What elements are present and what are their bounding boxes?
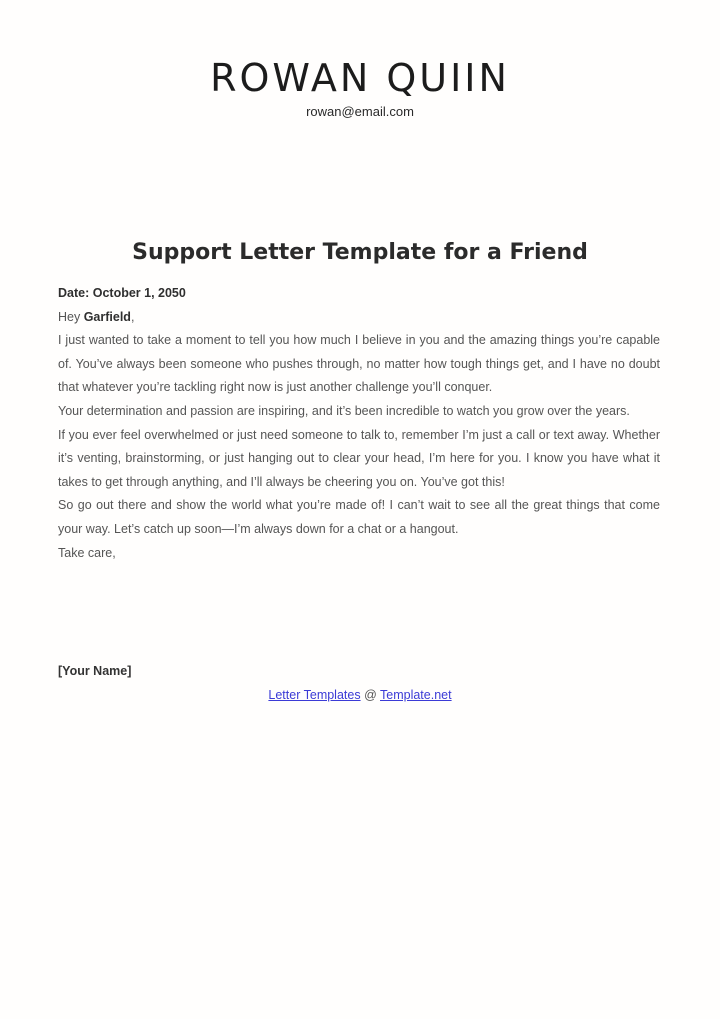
letter-body: [58, 282, 660, 565]
document-title: Support Letter Template for a Friend: [132, 240, 588, 265]
sender-name: ROWAN QUIIN: [210, 56, 510, 100]
paragraph-4: So go out there and show the world what you’re made of! I can’t wait to see all the great things that come your way. Let’s catch up soon—I’m always down for a chat or a hangout.: [58, 498, 660, 536]
greeting-prefix: Hey: [58, 309, 84, 324]
footer-credit: [0, 686, 720, 704]
letter-greeting: [58, 306, 660, 330]
signature-placeholder: [Your Name]: [58, 664, 132, 678]
letter-date: Date: October 1, 2050: [58, 286, 186, 300]
sender-email: rowan@email.com: [306, 104, 414, 119]
greeting-suffix: ,: [130, 309, 135, 324]
letterhead: [0, 56, 720, 120]
paragraph-3: If you ever feel overwhelmed or just need someone to talk to, remember I’m just a call or text away. Whether it’s venting, brainstorming, or just hanging out to clear your head, I’m here for you. I know you have what it takes to get through anything, and I’ll always be cheering you on. You’ve got this!: [58, 427, 660, 489]
paragraph-1: I just wanted to take a moment to tell you how much I believe in you and the amazing things you’re capable of. You’ve always been someone who pushes through, no matter how tough things get, and I have no doubt that whatever you’re tackling right now is just another challenge you’ll conquer.: [58, 333, 660, 395]
template-net-link[interactable]: Template.net: [380, 688, 452, 702]
paragraph-2: Your determination and passion are inspiring, and it’s been incredible to watch you grow over the years.: [58, 403, 630, 418]
letter-closing: Take care,: [58, 545, 116, 560]
footer-separator: @: [360, 688, 381, 702]
recipient-name: Garfield: [83, 309, 131, 324]
letter-templates-link[interactable]: Letter Templates: [268, 688, 361, 702]
